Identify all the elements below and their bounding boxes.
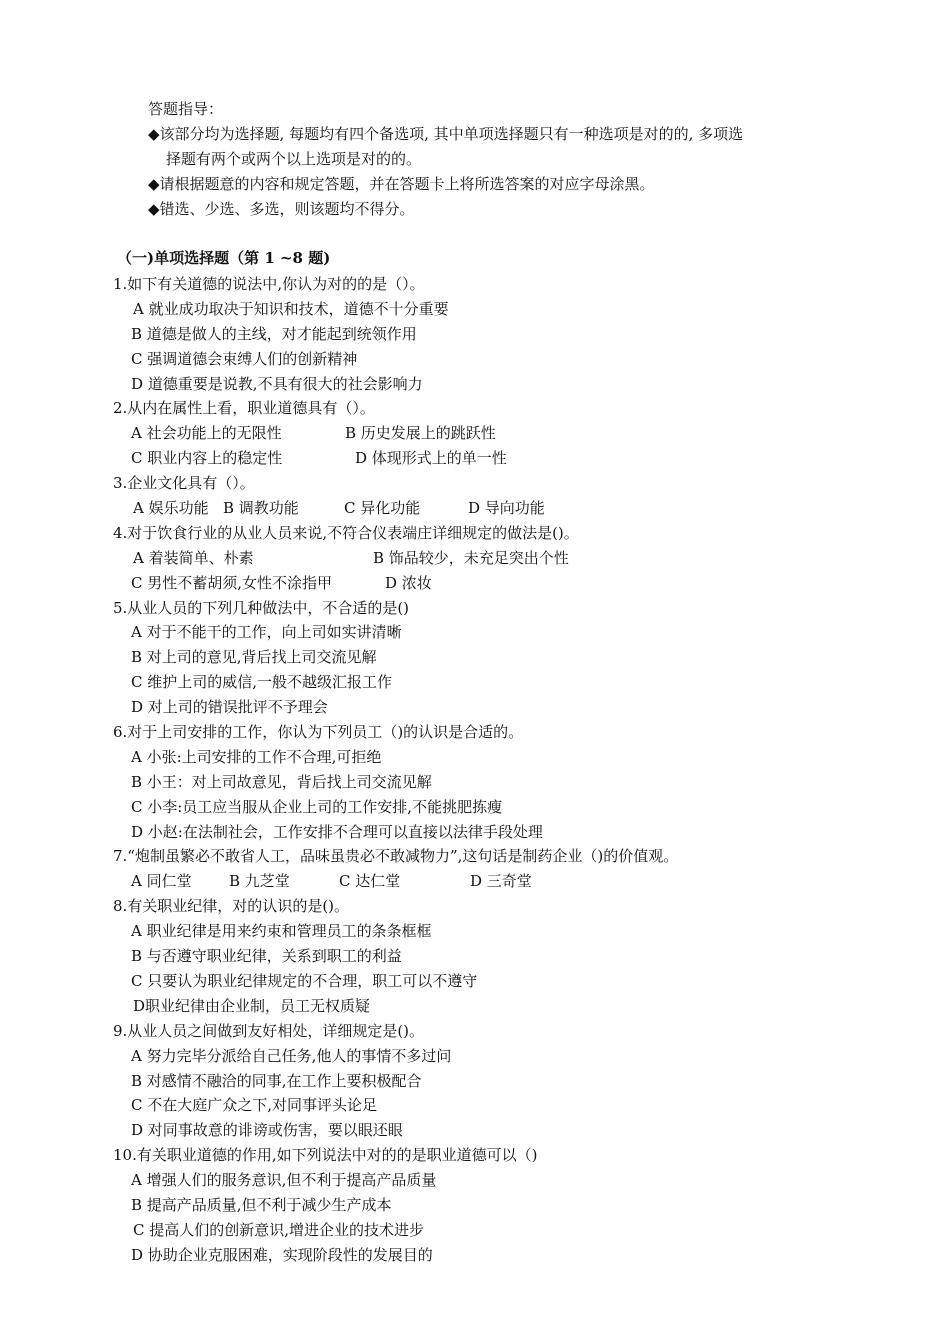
question-6-option-d: D 小赵:在法制社会，工作安排不合理可以直接以法律手段处理 (131, 822, 543, 841)
question-8-stem: 8.有关职业纪律，对的认识的是()。 (113, 897, 350, 916)
question-7-options-row (113, 869, 913, 894)
question-5-option-d: D 对上司的错误批评不予理会 (131, 698, 328, 717)
question-5-option-a: A 对于不能干的工作，向上司如实讲清晰 (131, 623, 402, 642)
guide-title: 答题指导： (148, 100, 224, 118)
question-3-stem: 3.企业文化具有（）。 (113, 474, 255, 493)
question-5-option-b: B 对上司的意见,背后找上司交流见解 (131, 648, 377, 667)
question-7-option-c: C 达仁堂 (339, 872, 401, 891)
question-10-option-b: B 提高产品质量,但不利于减少生产成本 (131, 1195, 392, 1214)
question-1-option-b: B 道德是做人的主线，对才能起到统领作用 (131, 324, 417, 343)
question-6-option-a: A 小张:上司安排的工作不合理,可拒绝 (131, 747, 382, 766)
question-9-stem: 9.从业人员之间做到友好相处，详细规定是()。 (113, 1021, 425, 1040)
question-2-option-c: C 职业内容上的稳定性 (131, 449, 283, 468)
guide-bullet-1-line1: ◆该部分均为选择题, 每题均有四个备选项, 其中单项选择题只有一种选项是对的的, 多项选 (148, 125, 744, 143)
guide-bullet-1 (148, 122, 828, 172)
question-7-option-b: B 九芝堂 (229, 872, 290, 891)
question-9-option-a: A 努力完毕分派给自己任务,他人的事情不多过问 (131, 1046, 452, 1065)
question-2-options-row-2 (113, 446, 913, 471)
question-3-option-c: C 异化功能 (344, 499, 421, 518)
question-1-option-c: C 强调道德会束缚人们的创新精神 (131, 349, 358, 368)
question-2-option-a: A 社会功能上的无限性 (131, 424, 282, 443)
question-6-option-b: B 小王：对上司故意见，背后找上司交流见解 (131, 772, 432, 791)
question-3-option-a: A 娱乐功能 (133, 499, 209, 518)
question-10-option-c: C 提高人们的创新意识,增进企业的技术进步 (133, 1220, 425, 1239)
question-2-option-b: B 历史发展上的跳跃性 (345, 424, 496, 443)
question-1-option-d: D 道德重要是说教,不具有很大的社会影响力 (131, 374, 423, 393)
question-4-options-row-2 (113, 571, 913, 596)
question-4-option-a: A 着装简单、朴素 (133, 548, 254, 567)
guide-bullet-3: ◆错选、少选、多选，则该题均不得分。 (148, 200, 415, 218)
question-4-stem: 4.对于饮食行业的从业人员来说,不符合仪表端庄详细规定的做法是()。 (113, 523, 579, 542)
question-7-stem: 7.“炮制虽繁必不敢省人工，品味虽贵必不敢减物力”,这句话是制药企业（)的价值观。 (113, 847, 679, 866)
question-6-option-c: C 小李:员工应当服从企业上司的工作安排,不能挑肥拣瘦 (131, 797, 503, 816)
question-9-option-d: D 对同事故意的诽谤或伤害，要以眼还眼 (131, 1121, 403, 1140)
guide-bullet-1-line2: 择题有两个或两个以上选项是对的的。 (166, 150, 422, 168)
question-8-option-a: A 职业纪律是用来约束和管理员工的条条框框 (131, 922, 432, 941)
question-9-option-c: C 不在大庭广众之下,对同事评头论足 (131, 1096, 378, 1115)
question-4-option-c: C 男性不蓄胡须,女性不涂指甲 (131, 573, 333, 592)
question-9-option-b: B 对感情不融洽的同事,在工作上要积极配合 (131, 1071, 422, 1090)
answer-guide (148, 97, 828, 222)
question-4-option-d: D 浓妆 (385, 573, 432, 592)
question-5-stem: 5.从业人员的下列几种做法中，不合适的是() (113, 598, 410, 617)
question-7-option-d: D 三奇堂 (470, 872, 532, 891)
guide-bullet-2: ◆请根据题意的内容和规定答题，并在答题卡上将所选答案的对应字母涂黑。 (148, 175, 655, 193)
question-10-option-a: A 增强人们的服务意识,但不利于提高产品质量 (131, 1171, 437, 1190)
question-7-option-a: A 同仁堂 (131, 872, 192, 891)
question-8-option-c: C 只要认为职业纪律规定的不合理，职工可以不遵守 (131, 971, 478, 990)
question-3-option-d: D 导向功能 (468, 499, 545, 518)
question-list (113, 272, 913, 1268)
question-10-option-d: D 协助企业克服困难，实现阶段性的发展目的 (131, 1245, 433, 1264)
question-6-stem: 6.对于上司安排的工作，你认为下列员工（)的认识是合适的。 (113, 723, 524, 742)
question-2-option-d: D 体现形式上的单一性 (355, 449, 507, 468)
question-3-option-b: B 调教功能 (223, 499, 299, 518)
question-4-options-row-1 (113, 546, 913, 571)
question-8-option-b: B 与否遵守职业纪律，关系到职工的利益 (131, 947, 402, 966)
question-2-options-row-1 (113, 421, 913, 446)
question-8-option-d: D职业纪律由企业制，员工无权质疑 (133, 996, 371, 1015)
question-4-option-b: B 饰品较少，未充足突出个性 (373, 548, 569, 567)
section-title: （一)单项选择题（第 1 ~8 题) (117, 249, 331, 267)
question-1-option-a: A 就业成功取决于知识和技术，道德不十分重要 (133, 299, 449, 318)
question-5-option-c: C 维护上司的威信,一般不越级汇报工作 (131, 673, 393, 692)
question-3-options-row (113, 496, 913, 521)
question-10-stem: 10.有关职业道德的作用,如下列说法中对的的是职业道德可以（) (113, 1146, 538, 1165)
question-2-stem: 2.从内在属性上看，职业道德具有（）。 (113, 399, 375, 418)
question-1-stem: 1.如下有关道德的说法中,你认为对的的是（）。 (113, 275, 425, 293)
